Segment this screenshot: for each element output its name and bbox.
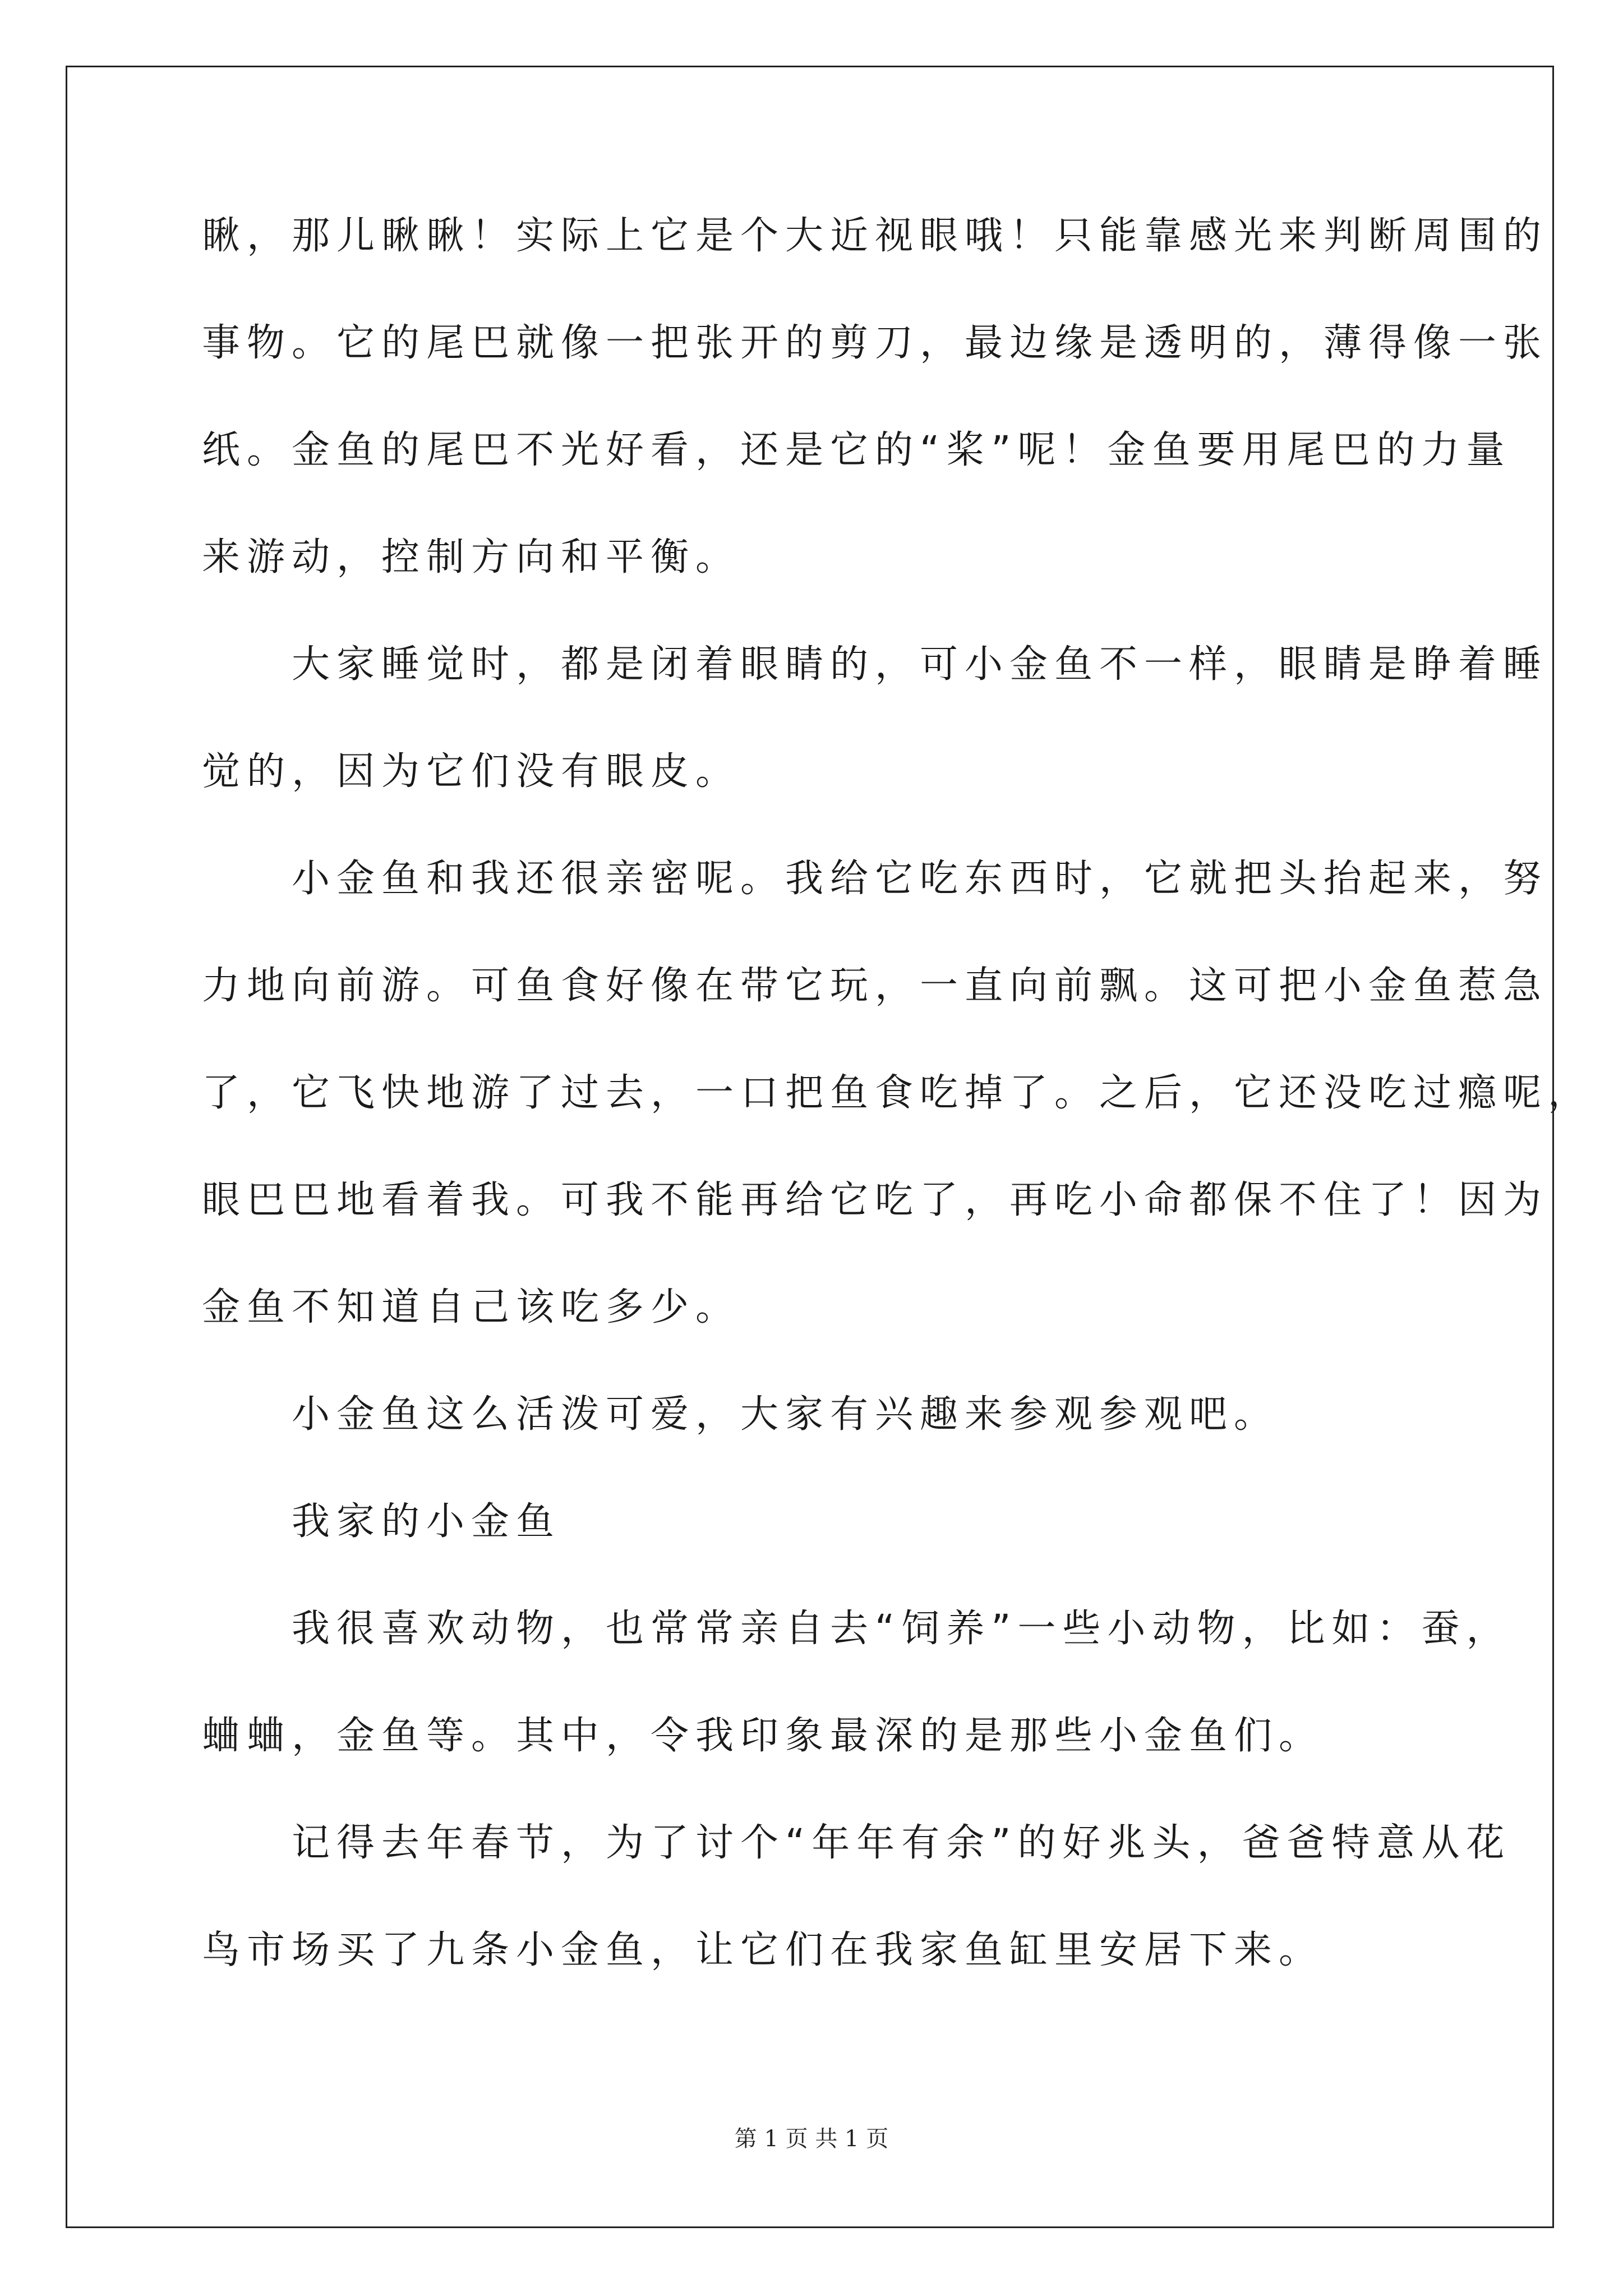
text-line: 觉的，因为它们没有眼皮。 [202,749,741,794]
text-line: 眼巴巴地看着我。可我不能再给它吃了，再吃小命都保不住了！因为 [202,1178,1548,1222]
page-number-footer: 第 1 页 共 1 页 [734,2126,889,2152]
text-line: 力地向前游。可鱼食好像在带它玩，一直向前飘。这可把小金鱼惹急 [202,964,1548,1008]
text-line: 鸟市场买了九条小金鱼，让它们在我家鱼缸里安居下来。 [202,1928,1324,1972]
text-line: 来游动，控制方向和平衡。 [202,535,741,579]
paragraph-start-line: 小金鱼和我还很亲密呢。我给它吃东西时，它就把头抬起来，努 [292,857,1548,901]
text-line: 瞅，那儿瞅瞅！实际上它是个大近视眼哦！只能靠感光来判断周围的 [202,214,1548,258]
paragraph-start-line: 大家睡觉时，都是闭着眼睛的，可小金鱼不一样，眼睛是睁着睡 [292,642,1548,687]
text-line: 事物。它的尾巴就像一把张开的剪刀，最边缘是透明的，薄得像一张 [202,321,1548,365]
text-line: 金鱼不知道自己该吃多少。 [202,1285,741,1329]
text-line: 纸。金鱼的尾巴不光好看，还是它的“桨”呢！金鱼要用尾巴的力量 [202,428,1511,472]
text-line: 了，它飞快地游了过去，一口把鱼食吃掉了。之后，它还没吃过瘾呢， [202,1071,1593,1115]
text-line: 蛐蛐，金鱼等。其中，令我印象最深的是那些小金鱼们。 [202,1714,1324,1758]
paragraph-start-line: 小金鱼这么活泼可爱，大家有兴趣来参观参观吧。 [292,1392,1279,1437]
paragraph-start-line: 我很喜欢动物，也常常亲自去“饲养”一些小动物，比如：蚕， [292,1607,1511,1651]
document-body [202,211,1593,2032]
section-title: 我家的小金鱼 [292,1499,561,1544]
paragraph-start-line: 记得去年春节，为了讨个“年年有余”的好兆头，爸爸特意从花 [292,1821,1511,1865]
